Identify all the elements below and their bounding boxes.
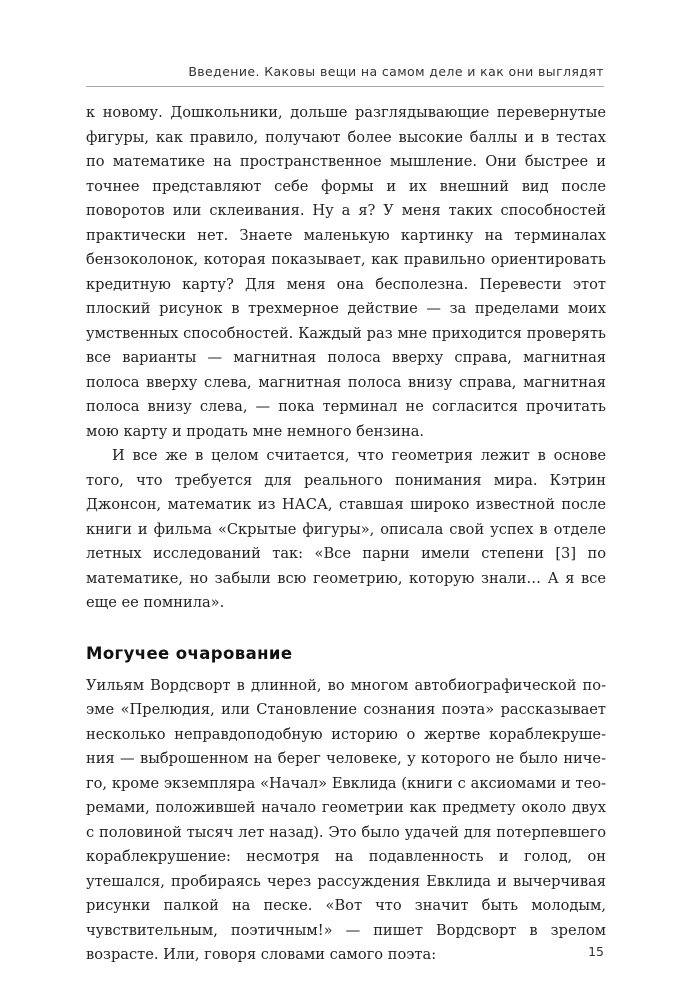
paragraph-continuation: к новому. Дошкольники, дольше разглядывающие перевернутые фигуры, как правило, получают более высокие баллы и в тестах по математике на пространственное мышление. Они быстрее и точнее представляют себе формы и их внешний вид после поворотов или склеивания. Ну а я? У меня таких способностей практически нет. Знаете маленькую картинку на терминалах бензоколонок, которая показывает, как правильно ориентировать кредитную карту? Для меня она бесполезна. Перевести этот плоский рисунок в трехмерное действие — за пределами моих умственных способностей. Каждый раз мне приходится проверять все варианты — магнитная полоса вверху справа, магнитная полоса вверху слева, магнитная полоса внизу справа, магнитная полоса внизу слева, — пока терминал не согласится прочитать мою карту и продать мне немного бензина.	[86, 104, 606, 440]
running-head: Введение. Каковы вещи на самом деле и как они выглядят	[188, 64, 604, 79]
body-text	[86, 101, 606, 968]
page-number: 15	[588, 944, 604, 959]
header-rule	[86, 86, 604, 87]
paragraph: Уильям Вордсворт в длинной, во многом автобиографической поэме «Прелюдия, или Становление сознания поэта» рассказывает несколько неправдоподобную историю о жертве кораблекрушения — выброшенном на берег человеке, у которого не было ничего, кроме экземпляра «Начал» Евклида (книги с аксиомами и теоремами, положившей начало геометрии как предмету около двух с половиной тысяч лет назад). Это было удачей для потерпевшего кораблекрушение: несмотря на подавленность и голод, он утешался, пробираясь через рассуждения Евклида и вычерчивая рисунки палкой на песке. «Вот что значит быть молодым, чувствительным, поэтичным!» — пишет Вордсворт в зрелом возрасте. Или, говоря словами самого поэта:	[86, 676, 606, 963]
paragraph: И все же в целом считается, что геометрия лежит в основе того, что требуется для реального понимания мира. Кэтрин Джонсон, математик из НАСА, ставшая широко известной после книги и фильма «Скрытые фигуры», описала свой успех в отделе летных исследований так: «Все парни имели степени [3] по математике, но забыли всю геометрию, которую знали… А я все еще ее помнила».	[86, 447, 606, 611]
section-heading: Могучее очарование	[86, 643, 293, 663]
